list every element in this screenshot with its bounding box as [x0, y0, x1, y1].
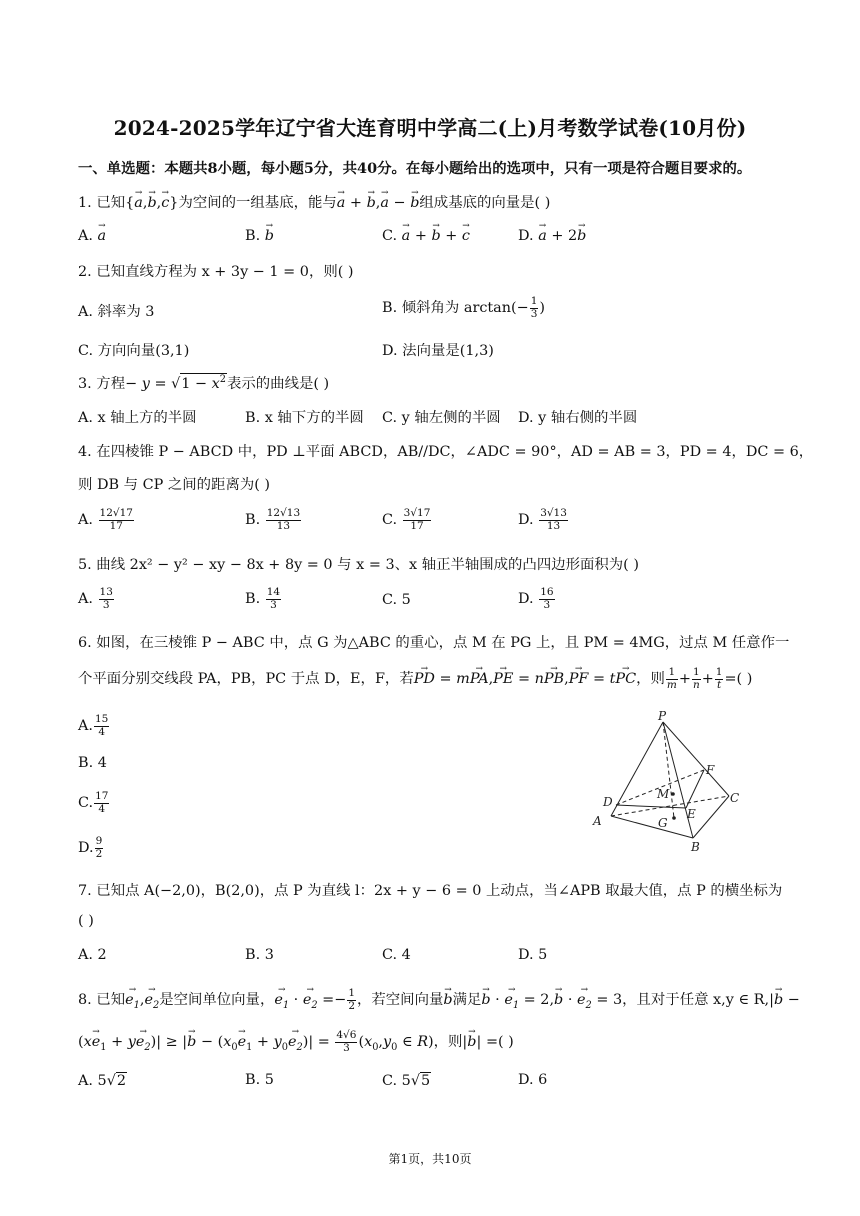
q4-option-c: C. $\frac{3√17}{17}$ [382, 507, 431, 532]
label-b: B [691, 840, 700, 854]
q6-option-d: D. $\frac{9}{2}$ [78, 835, 103, 860]
q6-option-a: A. $\frac{15}{4}$ [78, 713, 109, 738]
q3-option-a: A. x 轴上方的半圆 [78, 410, 197, 426]
q1-option-c: C. → a + → b + → c [382, 228, 470, 244]
q3-option-b: B. x 轴下方的半圆 [245, 410, 364, 426]
q2-option-b: B. 倾斜角为 arctan(− $\frac{1}{3}$ ) [382, 295, 545, 320]
q5-option-a: A. $\frac{13}{3}$ [78, 586, 113, 611]
edge-bc [693, 796, 729, 838]
q8-option-d: D. 6 [518, 1072, 548, 1088]
point-g [672, 816, 676, 820]
q2-option-c: C. 方向向量(3,1) [78, 343, 190, 359]
q7-option-b: B. 3 [245, 947, 274, 963]
label-c: C [730, 791, 740, 805]
q8-option-b: B. 5 [245, 1072, 274, 1088]
label-p: P [658, 709, 667, 723]
label-e: E [687, 807, 696, 821]
question-7-line-2: ( ) [78, 913, 94, 929]
question-6-line-1: 6. 如图，在三棱锥 P − ABC 中，点 G 为△ABC 的重心，点 M 在 PG 上，且 PM = 4MG，过点 M 任意作一 [78, 635, 790, 651]
question-8-line-2: $(x\to e_1 + y\to e_2)|$ ≥ |→ $b - (x_0\to e_1 + y_0\to e_2)|$ = $\frac{4√6}{3}$ ($x_0,y_0$ ∈ R)，则|→ b| =( ) [78, 1030, 514, 1054]
edge-pa [611, 722, 663, 816]
label-d: D [603, 795, 613, 809]
question-2: 2. 已知直线方程为 x + 3y − 1 = 0，则( ) [78, 264, 354, 280]
pyramid-figure [586, 708, 756, 858]
label-m: M [657, 787, 670, 801]
q2-option-a: A. 斜率为 3 [78, 304, 155, 320]
q1-option-a: A. → a [78, 228, 106, 244]
q7-option-a: A. 2 [78, 947, 107, 963]
q6-option-c: C. $\frac{17}{4}$ [78, 790, 109, 815]
question-5: 5. 曲线 2x² − y² − xy − 8x + 8y = 0 与 x = 3、x 轴正半轴围成的凸四边形面积为( ) [78, 557, 639, 573]
label-g: G [658, 816, 668, 830]
q4-option-a: A. $\frac{12√17}{17}$ [78, 507, 133, 532]
segment-pg [663, 722, 674, 818]
q5-option-b: B. $\frac{14}{3}$ [245, 586, 281, 611]
q1-option-b: B. → b [245, 228, 274, 244]
q3-option-c: C. y 轴左侧的半圆 [382, 410, 501, 426]
q8-option-a: A. 5√2 [78, 1073, 127, 1089]
question-7-line-1: 7. 已知点 A(−2,0)，B(2,0)，点 P 为直线 l：2x + y − 6 = 0 上动点，当∠APB 取最大值，点 P 的横坐标为 [78, 883, 783, 899]
q2-option-d: D. 法向量是(1,3) [382, 343, 494, 359]
question-4-line-2: 则 DB 与 CP 之间的距离为( ) [78, 477, 271, 493]
q4-option-d: D. $\frac{3√13}{13}$ [518, 507, 567, 532]
question-6-line-2: 个平面分别交线段 PA，PB，PC 于点 D，E，F，若→ PD = m→ PA,→ PE = n→ PB,→ PF = t→ PC，则 $\frac{1}{m}$ + $\frac{1}{n}$ + $\frac{1}{t}$ =( ) [78, 667, 752, 691]
q4-option-b: B. $\frac{12√13}{13}$ [245, 507, 301, 532]
question-1: 1. 已知{→ a,→ b,→ c}为空间的一组基底，能与→ a + → b,→ a − → b组成基底的向量是( ) [78, 191, 550, 212]
question-4-line-1: 4. 在四棱锥 P − ABCD 中，PD ⊥平面 ABCD，AB//DC，∠ADC = 90°，AD = AB = 3，PD = 4，DC = 6， [78, 444, 814, 460]
edge-ab [611, 816, 693, 838]
q8-option-c: C. 5√5 [382, 1073, 431, 1089]
q7-option-d: D. 5 [518, 947, 548, 963]
page-title: 2024-2025学年辽宁省大连育明中学高二(上)月考数学试卷(10月份) [113, 116, 747, 140]
q3-option-d: D. y 轴右侧的半圆 [518, 410, 638, 426]
q5-option-c: C. 5 [382, 592, 411, 608]
point-m [671, 792, 675, 796]
label-a: A [593, 814, 602, 828]
q6-option-b: B. 4 [78, 755, 107, 771]
q5-option-d: D. $\frac{16}{3}$ [518, 586, 554, 611]
page-footer: 第1页，共10页 [388, 1152, 472, 1166]
q1-option-d: D. → a + 2→ b [518, 228, 586, 244]
question-3: 3. 方程− $y = √1 - x^2$表示的曲线是( ) [78, 374, 330, 392]
question-8-line-1: 8. 已知→ $e_1,\to e_2$是空间单位向量，→ $e_1$ · → $e_2$ =− $\frac{1}{2}$ ，若空间向量→ b满足→ b · → $e_1 = 2,\to b$ · → $e_2 = 3$，且对于任意 x,y ∈ R,|→ b − [78, 988, 800, 1012]
q7-option-c: C. 4 [382, 947, 411, 963]
section-heading: 一、单选题：本题共8小题，每小题5分，共40分。在每小题给出的选项中，只有一项是符合题目要求的。 [78, 160, 752, 177]
label-f: F [706, 763, 715, 777]
